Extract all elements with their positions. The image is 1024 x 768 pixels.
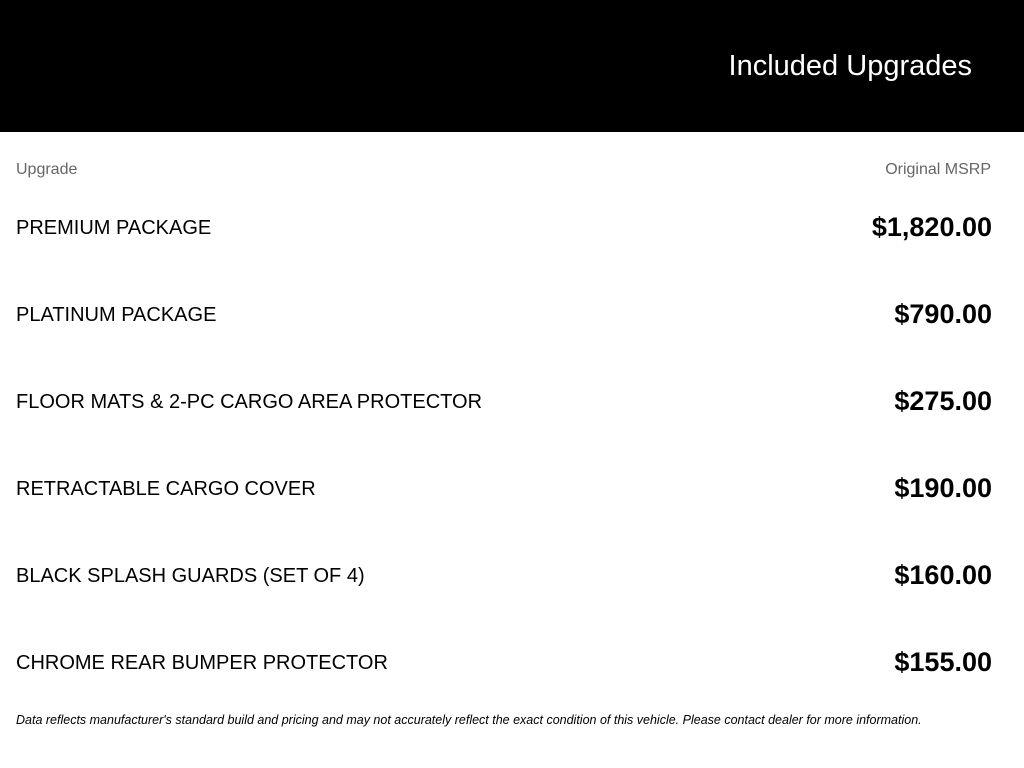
upgrade-price: $1,820.00 xyxy=(871,212,992,242)
upgrade-price: $275.00 xyxy=(894,386,992,416)
upgrade-list xyxy=(16,198,992,720)
upgrade-row xyxy=(16,633,992,720)
upgrade-name: BLACK SPLASH GUARDS (SET OF 4) xyxy=(16,565,365,587)
upgrade-row xyxy=(16,198,992,285)
upgrade-price: $190.00 xyxy=(894,473,992,503)
upgrade-name: CHROME REAR BUMPER PROTECTOR xyxy=(16,652,388,674)
upgrade-name: FLOOR MATS & 2-PC CARGO AREA PROTECTOR xyxy=(16,391,483,413)
upgrade-price: $790.00 xyxy=(894,299,992,329)
upgrade-name: PLATINUM PACKAGE xyxy=(16,304,217,326)
msrp-column-header: Original MSRP xyxy=(885,161,991,178)
header-banner xyxy=(0,0,1024,132)
upgrade-name: RETRACTABLE CARGO COVER xyxy=(16,478,316,500)
page-title: Included Upgrades xyxy=(728,50,972,82)
upgrade-row xyxy=(16,372,992,459)
upgrade-row xyxy=(16,546,992,633)
upgrade-row xyxy=(16,459,992,546)
upgrade-price: $155.00 xyxy=(894,647,992,677)
upgrade-row xyxy=(16,285,992,372)
upgrade-price: $160.00 xyxy=(894,560,992,590)
upgrade-column-header: Upgrade xyxy=(16,161,78,178)
upgrade-name: PREMIUM PACKAGE xyxy=(16,217,212,239)
column-headers xyxy=(16,160,991,180)
disclaimer-text: Data reflects manufacturer's standard build and pricing and may not accurately reflect the exact condition of this vehicle. Please contact dealer for more information. xyxy=(16,713,922,727)
